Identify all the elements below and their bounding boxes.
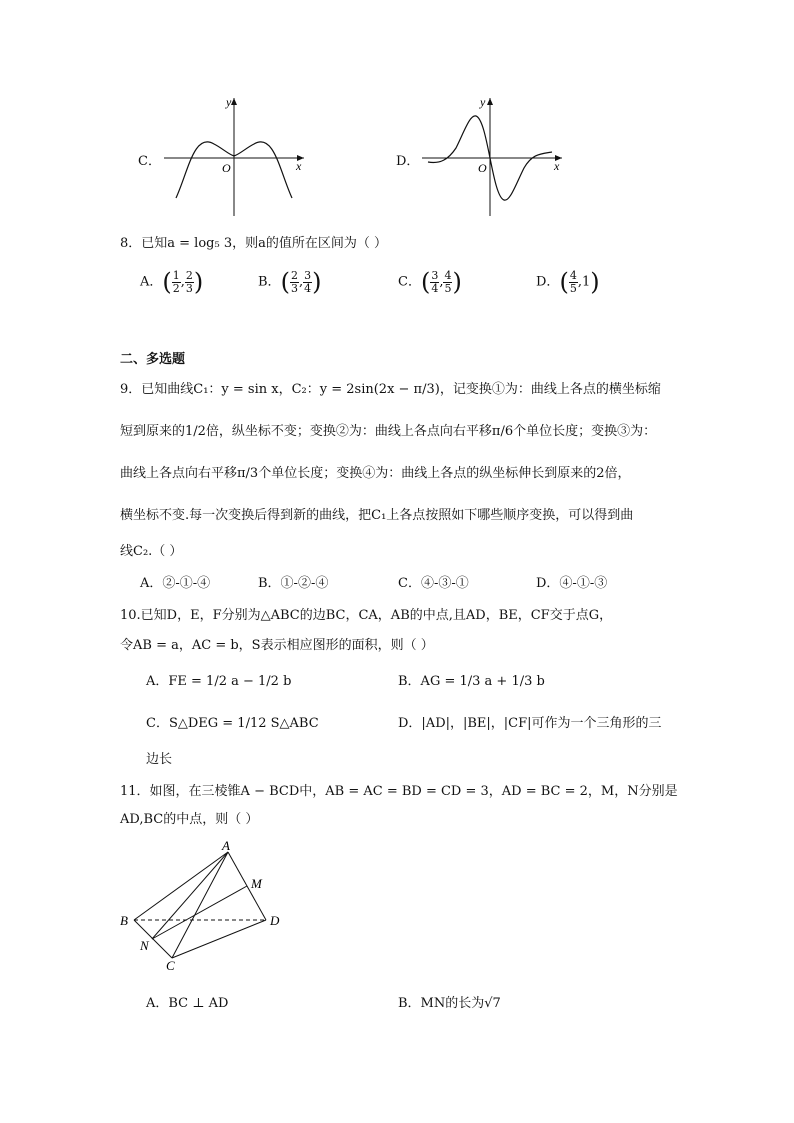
q9-option-b: B．①-②-④ — [258, 576, 329, 591]
q7c-axis-y: y — [226, 95, 232, 109]
q10-option-d-continued: 边长 — [146, 752, 173, 767]
q7c-axis-x: x — [296, 159, 302, 173]
q10-option-c: C．S△DEG = 1/12 S△ABC — [146, 716, 319, 731]
q11-pyramid-figure — [114, 838, 294, 973]
fig-label-d: D — [270, 913, 280, 928]
q7d-origin: O — [478, 161, 487, 175]
q10-line1: 10.已知D，E，F分别为△ABC的边BC，CA，AB的中点,且AD，BE，CF交于点G， — [120, 608, 613, 623]
q9-option-c: C．④-③-① — [398, 576, 469, 591]
q10-option-b: B．AG = 1/3 a + 1/3 b — [398, 674, 545, 689]
q8c-label: C． — [398, 274, 421, 290]
fig-label-c: C — [166, 958, 175, 973]
fig-label-b: B — [120, 913, 128, 928]
q11-option-b: B．MN的长为√7 — [398, 996, 501, 1011]
q9-option-a: A．②-①-④ — [140, 576, 211, 591]
q7d-axis-x: x — [554, 159, 560, 173]
q8b-label: B． — [258, 274, 281, 290]
q10-option-a: A．FE = 1/2 a − 1/2 b — [146, 674, 292, 689]
q8a-label: A． — [140, 274, 163, 290]
q11-line2: AD,BC的中点，则（ ） — [120, 812, 259, 827]
q7-graph-d — [418, 92, 568, 222]
q9-line1: 9．已知曲线C₁：y = sin x，C₂：y = 2sin(2x − π/3)，记变换①为：曲线上各点的横坐标缩 — [120, 382, 661, 397]
q9-line5: 线C₂.（ ） — [120, 544, 183, 559]
q10-option-d: D．|AD|，|BE|，|CF|可作为一个三角形的三 — [398, 716, 662, 731]
q7-option-d-label: D． — [396, 154, 420, 169]
fig-label-m: M — [251, 876, 262, 891]
fig-label-a: A — [222, 838, 230, 853]
q8-option-a: A．( $\frac{1}{2}$ , $\frac{2}{3}$ ) — [140, 268, 204, 296]
q9-option-d: D．④-①-③ — [536, 576, 608, 591]
q8-stem: 8．已知a = log₅ 3，则a的值所在区间为（ ） — [120, 236, 387, 251]
q8-option-b: B．( $\frac{2}{3}$ , $\frac{3}{4}$ ) — [258, 268, 322, 296]
q10-line2: 令AB = a，AC = b，S表示相应图形的面积，则（ ） — [120, 638, 434, 653]
q11-line1: 11．如图，在三棱锥A − BCD中，AB = AC = BD = CD = 3，AD = BC = 2，M，N分别是 — [120, 784, 678, 799]
q11-option-a: A．BC ⊥ AD — [146, 996, 229, 1011]
q8-option-c: C．( $\frac{3}{4}$ , $\frac{4}{5}$ ) — [398, 268, 462, 296]
q7c-origin: O — [222, 161, 231, 175]
q9-line3: 曲线上各点向右平移π/3个单位长度；变换④为：曲线上各点的纵坐标伸长到原来的2倍， — [120, 466, 631, 481]
q7d-axis-y: y — [480, 95, 486, 109]
q8-option-d: D．( $\frac{4}{5}$ ,1) — [536, 268, 600, 296]
section-title: 二、多选题 — [120, 352, 186, 367]
fig-label-n: N — [140, 938, 149, 953]
q7-graph-c — [160, 92, 310, 222]
q9-line4: 横坐标不变.每一次变换后得到新的曲线，把C₁上各点按照如下哪些顺序变换，可以得到曲 — [120, 508, 634, 523]
q8d-label: D． — [536, 274, 560, 290]
q9-line2: 短到原来的1/2倍，纵坐标不变；变换②为：曲线上各点向右平移π/6个单位长度；变换③为： — [120, 424, 657, 439]
q7-option-c-label: C． — [138, 154, 161, 169]
